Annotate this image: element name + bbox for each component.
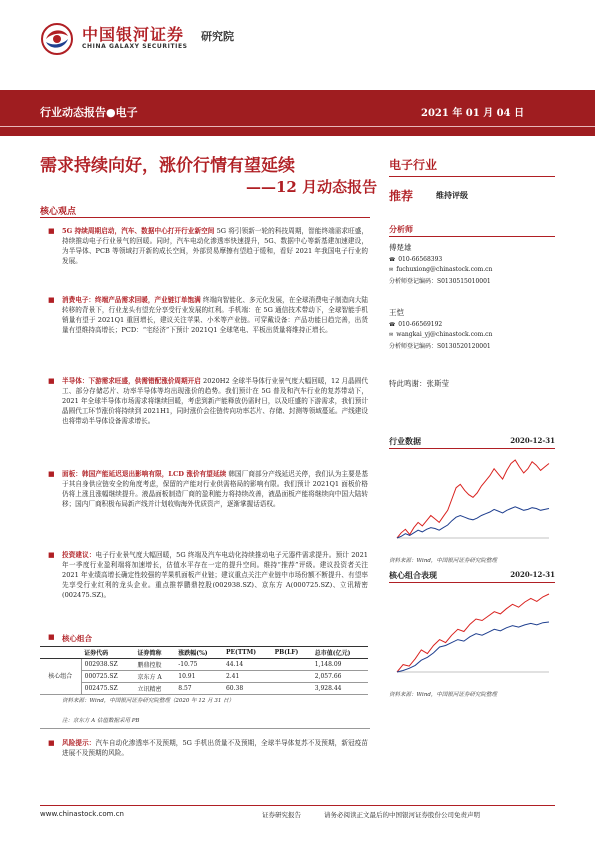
analyst-cert: 分析师登记编码：S0130515010001 [389,278,491,285]
table-group-label: 核心组合 [40,659,81,695]
footer-url[interactable]: www.chinastock.com.cn [40,810,124,818]
table-row: 002475.SZ 立讯精密 8.57 60.38 3,928.44 [40,683,368,695]
rating-label: 推荐 [389,189,414,203]
industry-chart-title: 行业数据 [389,437,421,446]
col-name: 证券简称 [134,647,175,659]
core-point-1: 5G 持续周期启动，汽车、数据中心打开行业新空间 5G 将引领新一轮的科技周期，智能终端需求旺盛，持续推动电子行业景气的回暖。同时，汽车电动化渗透率快速提升，5G、数据中心等新基建加速建设，为半导体、PCB 等领域打开新的成长空间，外部贸易摩擦有望趋于缓和，看好 2021 年我国电子行业的发展。 [62,227,369,265]
core-point-2: 消费电子：终端产品需求回暖，产业链订单饱满 终端向智能化、多元化发展，在全球消费电子制造向大陆转移的背景下，行业龙头有望充分享受行业发展的红利。手机端：在 5G 通信技术带动下，全球智能手机销量有望于 2021Q1 重回增长，建议关注苹果、小米等产业链。可穿戴设备：产品功能日趋完善，出货量有望维持高增长；PCD：“宅经济”下预计 2021Q1 全球笔电、平板出货量将维持正增长。 [62,296,368,334]
table-row: 核心组合 002938.SZ 鹏鼎控股 -10.75 44.14 1,148.09 [40,659,368,671]
industry-chart-source: 资料来源：Wind，中国银河证券研究院整理 [389,558,497,564]
side-divider [389,176,555,177]
portfolio-chart-date: 2020-12-31 [510,570,555,579]
series-line-2 [397,622,549,672]
col-pb: PB(LF) [272,647,312,659]
industry-name: 电子行业 [389,158,438,172]
phone-icon: ☎ [389,322,396,328]
footnote-divider [40,728,370,729]
series-line-2 [397,507,549,538]
bullet-icon: ■ [48,296,55,304]
galaxy-logo-icon [40,22,74,56]
report-title: 需求持续向好，涨价行情有望延续 [40,156,295,176]
footer-divider [40,805,555,806]
brand-institute: 研究院 [201,30,234,43]
email-icon: ✉ [389,332,394,338]
analyst-divider [389,236,555,237]
portfolio-chart-source: 资料来源：Wind，中国银河证券研究院整理 [389,692,497,698]
analyst-name: 王恺 [389,308,404,317]
chart-divider [389,582,555,583]
core-heading: 核心观点 [40,207,77,217]
brand-name-en: CHINA GALAXY SECURITIES [82,43,188,50]
portfolio-chart [389,586,555,686]
core-divider [40,217,370,218]
series-line-1 [397,460,549,538]
analyst-email[interactable]: ✉ wangkai_yj@chinastock.com.cn [389,331,493,338]
portfolio-chart-title: 核心组合表现 [389,571,437,580]
portfolio-chart-header [389,568,555,582]
portfolio-heading: 核心组合 [62,634,92,643]
chart-divider [389,448,555,449]
col-code: 证券代码 [81,647,134,659]
table-row: 000725.SZ 京东方 A 10.91 2.41 2,057.66 [40,671,368,683]
core-point-4: 面板：韩国产能延迟退出影响有限，LCD 涨价有望延续 韩国厂商部分产线延迟关停，我们认为主要是基于其自身供应链安全的角度考虑，保留的产能对行业供需格局的影响有限。我们预计 2021Q1 面板价格仍将上涨且涨幅继续提升。液晶面板制造厂商的盈利能力将持续改善，液晶面板产能将继续向中国大陆转移；国内厂商积极布局新产线并计划收购海外优质资产，逐渐掌握话语权。 [62,470,368,508]
bullet-icon: ■ [48,377,55,385]
core-point-5: 投资建议：电子行业景气度大幅回暖，5G 终端及汽车电动化持续推动电子元器件需求提升。预计 2021 年一季度行业盈利端将加速增长，估值水平存在一定的提升空间。维持“推荐”评级。建议投资者关注 2021 年业绩高增长确定性较强的苹果机面板产业链；建议重点关注产业链中市场份额不断提升、有望率先享受行业红利的龙头企业。重点推荐鹏鼎控股(002938.SZ)、京东方 A(000725.SZ)、立讯精密(002475.SZ)。 [62,551,368,599]
email-icon: ✉ [389,267,394,273]
industry-chart [389,452,555,552]
brand-name: 中国银河证券 [82,25,185,44]
industry-chart-date: 2020-12-31 [510,436,555,445]
phone-icon: ☎ [389,257,396,263]
core-point-3: 半导体：下游需求旺盛，供需错配涨价周期开启 2020H2 全球半导体行业景气度大幅回暖，12 月晶圆代工、部分存储芯片、功率半导体等均出现涨价的趋势。我们预计在 5G 普及和汽车行业的复苏带动下，2021 年全球半导体市场需求将继续回暖，考虑到新产能释放仍需时日，以及旺盛的下游需求，我们预计晶圆代工环节涨价将持续到 2021H1，同时涨价会往链传向功率芯片、存储、封测等领域蔓延。产线建设也将带动半导体设备需求增长。 [62,377,368,425]
bullet-icon: ■ [48,633,55,641]
bullet-icon: ■ [48,227,55,235]
industry-chart-header [389,434,555,448]
analyst-name: 傅楚雄 [389,243,412,252]
report-date: 2021 年 01 月 04 日 [421,108,525,119]
analyst-heading: 分析师 [389,225,413,234]
bullet-icon: ■ [48,551,55,559]
rating-level: 维持评级 [436,190,468,200]
table-source: 资料来源：Wind，中国银河证券研究院整理（2020 年 12 月 31 日） [62,698,235,704]
footer-disclaimer: 请务必阅读正文最后的中国银河证券股份公司免责声明 [324,811,480,819]
col-change: 涨跌幅(%) [175,647,223,659]
report-subtitle: ——12 月动态报告 [246,178,378,196]
analyst-cert: 分析师登记编码：S0130520120001 [389,343,491,350]
bullet-icon: ■ [48,739,55,747]
analyst-email[interactable]: ✉ fuchuxiong@chinastock.com.cn [389,266,493,273]
bullet-icon: ■ [48,470,55,478]
report-type: 行业动态报告●电子 [40,106,138,119]
risk-note: 风险提示：汽车自动化渗透率不及预期，5G 手机出货量不及预期，全球半导体复苏不及预期，新冠疫苗进展不及预期的风险。 [62,739,369,757]
banner-divider [0,126,595,127]
table-header-row [40,647,368,659]
series-line-1 [397,594,549,672]
footer-dept: 证券研究报告 [262,811,301,819]
table-footnote: 注：京东方 A 估值数据采用 PB [62,718,140,724]
portfolio-table [40,646,368,695]
col-pe: PE(TTM) [223,647,272,659]
col-mktcap: 总市值(亿元) [312,647,368,659]
contributor: 特此鸣谢：张斯莹 [389,379,449,388]
analyst-phone: ☎ 010-66569192 [389,321,443,328]
analyst-phone: ☎ 010-66568393 [389,256,443,263]
